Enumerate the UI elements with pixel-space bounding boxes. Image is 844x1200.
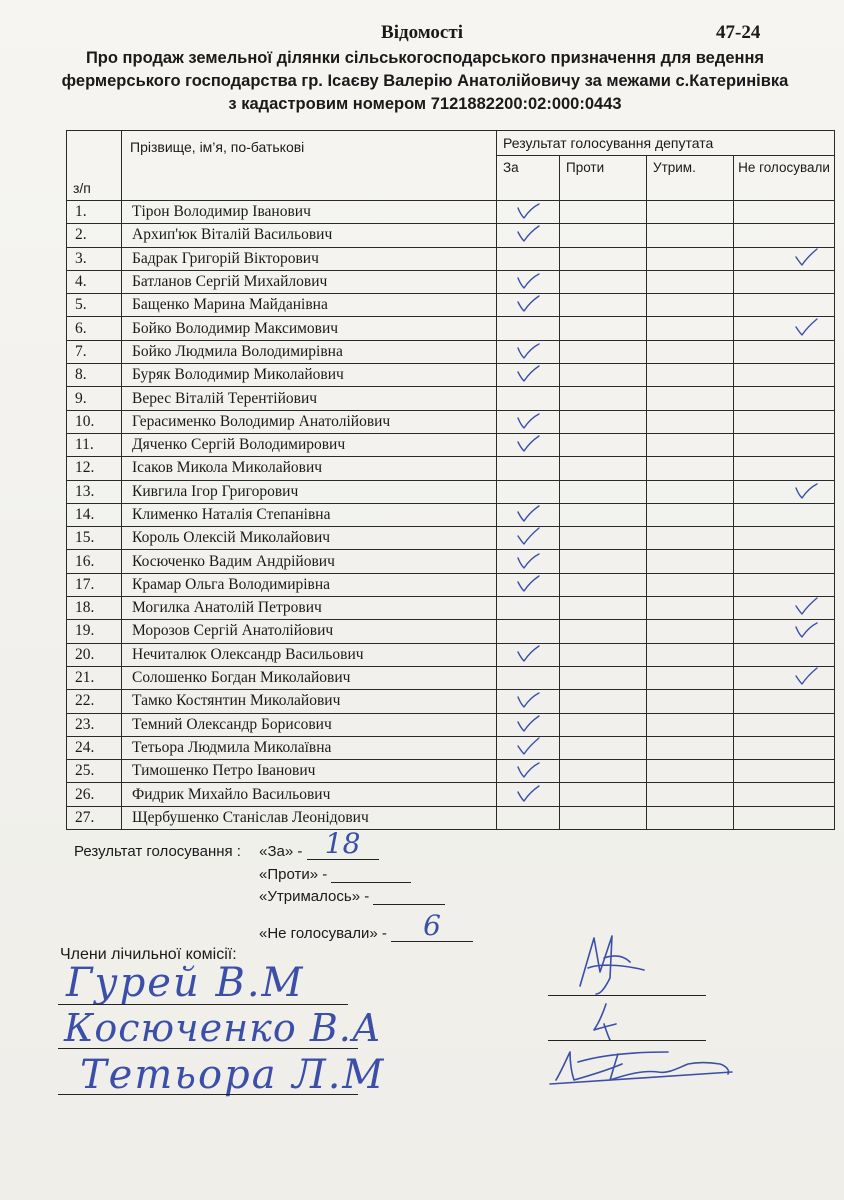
row-number: 24. xyxy=(67,736,122,759)
checkmark-icon xyxy=(514,364,542,384)
vote-cell-za xyxy=(497,410,560,433)
vote-cell-ne xyxy=(734,620,835,643)
vote-cell-utrym xyxy=(647,713,734,736)
vote-cell-za xyxy=(497,666,560,689)
vote-cell-za xyxy=(497,736,560,759)
vote-cell-proty xyxy=(560,247,647,270)
summary-za-field xyxy=(307,827,379,860)
checkmark-icon xyxy=(514,784,542,804)
summary-utrym-field xyxy=(373,887,445,905)
checkmark-icon xyxy=(514,434,542,454)
deputy-name: Верес Віталій Терентійович xyxy=(122,387,497,410)
vote-cell-za xyxy=(497,340,560,363)
member-2-line xyxy=(58,1048,358,1049)
vote-cell-proty xyxy=(560,433,647,456)
vote-cell-ne xyxy=(734,573,835,596)
vote-cell-za xyxy=(497,527,560,550)
vote-cell-za xyxy=(497,597,560,620)
deputy-name: Ісаков Микола Миколайович xyxy=(122,457,497,480)
commission-member-3: Тетьора Л.М xyxy=(80,1052,386,1098)
vote-cell-proty xyxy=(560,201,647,224)
vote-cell-ne xyxy=(734,387,835,410)
checkmark-icon xyxy=(514,690,542,710)
vote-cell-proty xyxy=(560,690,647,713)
table-row xyxy=(67,410,835,433)
table-row xyxy=(67,527,835,550)
vote-cell-utrym xyxy=(647,527,734,550)
vote-cell-proty xyxy=(560,666,647,689)
vote-cell-proty xyxy=(560,480,647,503)
row-number: 1. xyxy=(67,201,122,224)
table-row xyxy=(67,760,835,783)
vote-cell-utrym xyxy=(647,410,734,433)
vote-cell-za xyxy=(497,294,560,317)
checkmark-icon xyxy=(514,737,542,757)
vote-cell-proty xyxy=(560,550,647,573)
table-row xyxy=(67,690,835,713)
document-title: Відомості xyxy=(381,22,463,43)
vote-cell-za xyxy=(497,806,560,829)
vote-cell-proty xyxy=(560,387,647,410)
deputy-name: Тірон Володимир Іванович xyxy=(122,201,497,224)
vote-cell-proty xyxy=(560,760,647,783)
signature-3 xyxy=(548,1040,738,1090)
checkmark-icon xyxy=(514,294,542,314)
vote-cell-ne xyxy=(734,597,835,620)
summary-za-label: «За» - xyxy=(259,843,303,860)
vote-cell-za xyxy=(497,433,560,456)
vote-cell-za xyxy=(497,573,560,596)
deputy-name: Темний Олександр Борисович xyxy=(122,713,497,736)
commission-member-2: Косюченко В.А xyxy=(64,1006,382,1050)
vote-cell-utrym xyxy=(647,760,734,783)
row-number: 23. xyxy=(67,713,122,736)
row-number: 22. xyxy=(67,690,122,713)
vote-cell-proty xyxy=(560,643,647,666)
table-row xyxy=(67,224,835,247)
vote-cell-proty xyxy=(560,713,647,736)
summary-line-za xyxy=(74,827,379,860)
row-number: 15. xyxy=(67,527,122,550)
table-row xyxy=(67,340,835,363)
vote-cell-ne xyxy=(734,527,835,550)
vote-cell-proty xyxy=(560,620,647,643)
checkmark-icon xyxy=(514,714,542,734)
vote-cell-ne xyxy=(734,760,835,783)
row-number: 13. xyxy=(67,480,122,503)
table-row xyxy=(67,666,835,689)
deputy-name: Могилка Анатолій Петрович xyxy=(122,597,497,620)
vote-cell-utrym xyxy=(647,480,734,503)
vote-cell-za xyxy=(497,480,560,503)
header-proty: Проти xyxy=(560,156,647,201)
row-number: 3. xyxy=(67,247,122,270)
vote-cell-za xyxy=(497,620,560,643)
summary-label: Результат голосування : xyxy=(74,843,241,860)
summary-line-ne xyxy=(259,909,473,942)
vote-cell-proty xyxy=(560,364,647,387)
checkmark-icon xyxy=(514,411,542,431)
vote-cell-proty xyxy=(560,806,647,829)
checkmark-icon xyxy=(514,760,542,780)
summary-za-value: 18 xyxy=(324,827,361,860)
vote-cell-utrym xyxy=(647,247,734,270)
row-number: 14. xyxy=(67,503,122,526)
deputy-name: Солошенко Богдан Миколайович xyxy=(122,666,497,689)
row-number: 27. xyxy=(67,806,122,829)
vote-cell-za xyxy=(497,643,560,666)
checkmark-icon xyxy=(792,667,820,687)
deputy-name: Герасименко Володимир Анатолійович xyxy=(122,410,497,433)
checkmark-icon xyxy=(514,644,542,664)
summary-ne-label: «Не голосували» - xyxy=(259,925,387,942)
vote-cell-ne xyxy=(734,364,835,387)
vote-cell-utrym xyxy=(647,433,734,456)
vote-cell-utrym xyxy=(647,317,734,340)
deputy-name: Король Олексій Миколайович xyxy=(122,527,497,550)
deputy-name: Бадрак Григорій Вікторович xyxy=(122,247,497,270)
deputy-name: Клименко Наталія Степанівна xyxy=(122,503,497,526)
header-result: Результат голосування депутата xyxy=(497,131,835,156)
deputy-name: Щербушенко Станіслав Леонідович xyxy=(122,806,497,829)
row-number: 7. xyxy=(67,340,122,363)
summary-line-proty xyxy=(259,865,411,883)
vote-cell-utrym xyxy=(647,573,734,596)
member-1-line xyxy=(58,1004,348,1005)
deputy-name: Батланов Сергій Михайлович xyxy=(122,270,497,293)
vote-cell-ne xyxy=(734,201,835,224)
vote-cell-za xyxy=(497,224,560,247)
summary-utrym-label: «Утрималось» - xyxy=(259,888,370,905)
row-number: 12. xyxy=(67,457,122,480)
table-row xyxy=(67,294,835,317)
vote-cell-ne xyxy=(734,270,835,293)
row-number: 16. xyxy=(67,550,122,573)
deputy-name: Тетьора Людмила Миколаївна xyxy=(122,736,497,759)
table-row xyxy=(67,643,835,666)
header-name: Прізвище, ім’я, по-батькові xyxy=(122,131,497,201)
vote-cell-ne xyxy=(734,433,835,456)
table-row xyxy=(67,317,835,340)
vote-cell-utrym xyxy=(647,364,734,387)
deputy-name: Тамко Костянтин Миколайович xyxy=(122,690,497,713)
vote-cell-ne xyxy=(734,713,835,736)
vote-cell-za xyxy=(497,690,560,713)
checkmark-icon xyxy=(792,481,820,501)
signature-2 xyxy=(580,1000,640,1044)
vote-cell-utrym xyxy=(647,736,734,759)
table-row xyxy=(67,620,835,643)
vote-cell-za xyxy=(497,760,560,783)
table-row xyxy=(67,783,835,806)
commission-member-1: Гурей В.М xyxy=(66,960,305,1006)
checkmark-icon xyxy=(514,574,542,594)
vote-cell-ne xyxy=(734,410,835,433)
vote-cell-ne xyxy=(734,480,835,503)
header-number: з/п xyxy=(67,131,122,201)
header-utrym: Утрим. xyxy=(647,156,734,201)
vote-cell-ne xyxy=(734,806,835,829)
vote-cell-ne xyxy=(734,247,835,270)
commission-label: Члени лічильної комісії: xyxy=(60,946,237,963)
vote-cell-utrym xyxy=(647,806,734,829)
checkmark-icon xyxy=(514,551,542,571)
vote-cell-ne xyxy=(734,457,835,480)
deputy-name: Кивгила Ігор Григорович xyxy=(122,480,497,503)
table-row xyxy=(67,433,835,456)
deputy-name: Косюченко Вадим Андрійович xyxy=(122,550,497,573)
table-row xyxy=(67,364,835,387)
table-row xyxy=(67,713,835,736)
vote-cell-proty xyxy=(560,573,647,596)
vote-cell-za xyxy=(497,550,560,573)
vote-cell-utrym xyxy=(647,597,734,620)
checkmark-icon xyxy=(792,620,820,640)
vote-cell-utrym xyxy=(647,224,734,247)
vote-cell-ne xyxy=(734,317,835,340)
vote-cell-utrym xyxy=(647,294,734,317)
voting-table-body xyxy=(67,201,835,830)
table-row xyxy=(67,480,835,503)
table-row xyxy=(67,573,835,596)
row-number: 26. xyxy=(67,783,122,806)
header-za: За xyxy=(497,156,560,201)
row-number: 2. xyxy=(67,224,122,247)
row-number: 18. xyxy=(67,597,122,620)
summary-ne-field xyxy=(391,909,473,942)
signature-1 xyxy=(560,928,650,998)
deputy-name: Крамар Ольга Володимирівна xyxy=(122,573,497,596)
vote-cell-utrym xyxy=(647,620,734,643)
vote-cell-proty xyxy=(560,340,647,363)
deputy-name: Бойко Володимир Максимович xyxy=(122,317,497,340)
deputy-name: Бойко Людмила Володимирівна xyxy=(122,340,497,363)
row-number: 10. xyxy=(67,410,122,433)
vote-cell-za xyxy=(497,364,560,387)
vote-cell-proty xyxy=(560,410,647,433)
row-number: 8. xyxy=(67,364,122,387)
vote-cell-proty xyxy=(560,457,647,480)
table-row xyxy=(67,270,835,293)
vote-cell-za xyxy=(497,247,560,270)
vote-cell-utrym xyxy=(647,340,734,363)
table-row xyxy=(67,457,835,480)
vote-cell-ne xyxy=(734,783,835,806)
checkmark-icon xyxy=(514,271,542,291)
checkmark-icon xyxy=(514,527,542,547)
deputy-name: Бащенко Марина Майданівна xyxy=(122,294,497,317)
header-ne-holosuvaly: Не голосували xyxy=(734,156,835,201)
vote-cell-utrym xyxy=(647,783,734,806)
vote-cell-za xyxy=(497,387,560,410)
row-number: 20. xyxy=(67,643,122,666)
vote-cell-proty xyxy=(560,294,647,317)
table-row xyxy=(67,736,835,759)
vote-cell-proty xyxy=(560,317,647,340)
vote-cell-proty xyxy=(560,597,647,620)
deputy-name: Буряк Володимир Миколайович xyxy=(122,364,497,387)
summary-ne-value: 6 xyxy=(423,909,441,942)
row-number: 6. xyxy=(67,317,122,340)
vote-cell-ne xyxy=(734,224,835,247)
table-row xyxy=(67,503,835,526)
vote-cell-za xyxy=(497,270,560,293)
vote-cell-ne xyxy=(734,340,835,363)
deputy-name: Морозов Сергій Анатолійович xyxy=(122,620,497,643)
vote-cell-proty xyxy=(560,270,647,293)
checkmark-icon xyxy=(792,248,820,268)
row-number: 11. xyxy=(67,433,122,456)
vote-cell-za xyxy=(497,713,560,736)
voting-table xyxy=(66,130,835,830)
row-number: 19. xyxy=(67,620,122,643)
vote-cell-ne xyxy=(734,643,835,666)
vote-cell-ne xyxy=(734,294,835,317)
vote-cell-za xyxy=(497,201,560,224)
vote-cell-utrym xyxy=(647,503,734,526)
vote-cell-utrym xyxy=(647,270,734,293)
vote-cell-utrym xyxy=(647,690,734,713)
vote-cell-utrym xyxy=(647,201,734,224)
deputy-name: Тимошенко Петро Іванович xyxy=(122,760,497,783)
checkmark-icon xyxy=(514,504,542,524)
checkmark-icon xyxy=(514,341,542,361)
vote-cell-utrym xyxy=(647,550,734,573)
row-number: 21. xyxy=(67,666,122,689)
vote-cell-utrym xyxy=(647,643,734,666)
document-number: 47-24 xyxy=(716,22,761,43)
vote-cell-ne xyxy=(734,736,835,759)
table-row xyxy=(67,247,835,270)
vote-cell-za xyxy=(497,457,560,480)
summary-proty-label: «Проти» - xyxy=(259,866,328,883)
deputy-name: Дяченко Сергій Володимирович xyxy=(122,433,497,456)
vote-cell-proty xyxy=(560,736,647,759)
deputy-name: Фидрик Михайло Васильович xyxy=(122,783,497,806)
row-number: 9. xyxy=(67,387,122,410)
vote-cell-ne xyxy=(734,550,835,573)
row-number: 25. xyxy=(67,760,122,783)
checkmark-icon xyxy=(514,224,542,244)
vote-cell-ne xyxy=(734,503,835,526)
document-subject: Про продаж земельної ділянки сільськогосподарського призначення для ведення фермерського господарства гр. Ісаєву Валерію Анатолійовичу за межами с.Катеринівка з кадастровим номером 7121882200:02:000:0443 xyxy=(61,49,789,113)
row-number: 4. xyxy=(67,270,122,293)
table-row xyxy=(67,597,835,620)
deputy-name: Нечиталюк Олександр Васильович xyxy=(122,643,497,666)
vote-cell-za xyxy=(497,783,560,806)
table-row xyxy=(67,550,835,573)
vote-cell-ne xyxy=(734,690,835,713)
vote-cell-proty xyxy=(560,527,647,550)
signature-1-line xyxy=(548,995,706,996)
vote-cell-za xyxy=(497,503,560,526)
vote-cell-za xyxy=(497,317,560,340)
table-row xyxy=(67,806,835,829)
vote-cell-utrym xyxy=(647,387,734,410)
row-number: 5. xyxy=(67,294,122,317)
table-row xyxy=(67,201,835,224)
vote-cell-proty xyxy=(560,783,647,806)
vote-cell-ne xyxy=(734,666,835,689)
checkmark-icon xyxy=(792,597,820,617)
vote-cell-proty xyxy=(560,503,647,526)
member-3-line xyxy=(58,1094,358,1095)
summary-line-utrym xyxy=(259,887,445,905)
checkmark-icon xyxy=(514,201,542,221)
vote-cell-proty xyxy=(560,224,647,247)
deputy-name: Архип'юк Віталій Васильович xyxy=(122,224,497,247)
row-number: 17. xyxy=(67,573,122,596)
summary-proty-field xyxy=(331,865,411,883)
checkmark-icon xyxy=(792,318,820,338)
vote-cell-utrym xyxy=(647,666,734,689)
table-row xyxy=(67,387,835,410)
vote-cell-utrym xyxy=(647,457,734,480)
